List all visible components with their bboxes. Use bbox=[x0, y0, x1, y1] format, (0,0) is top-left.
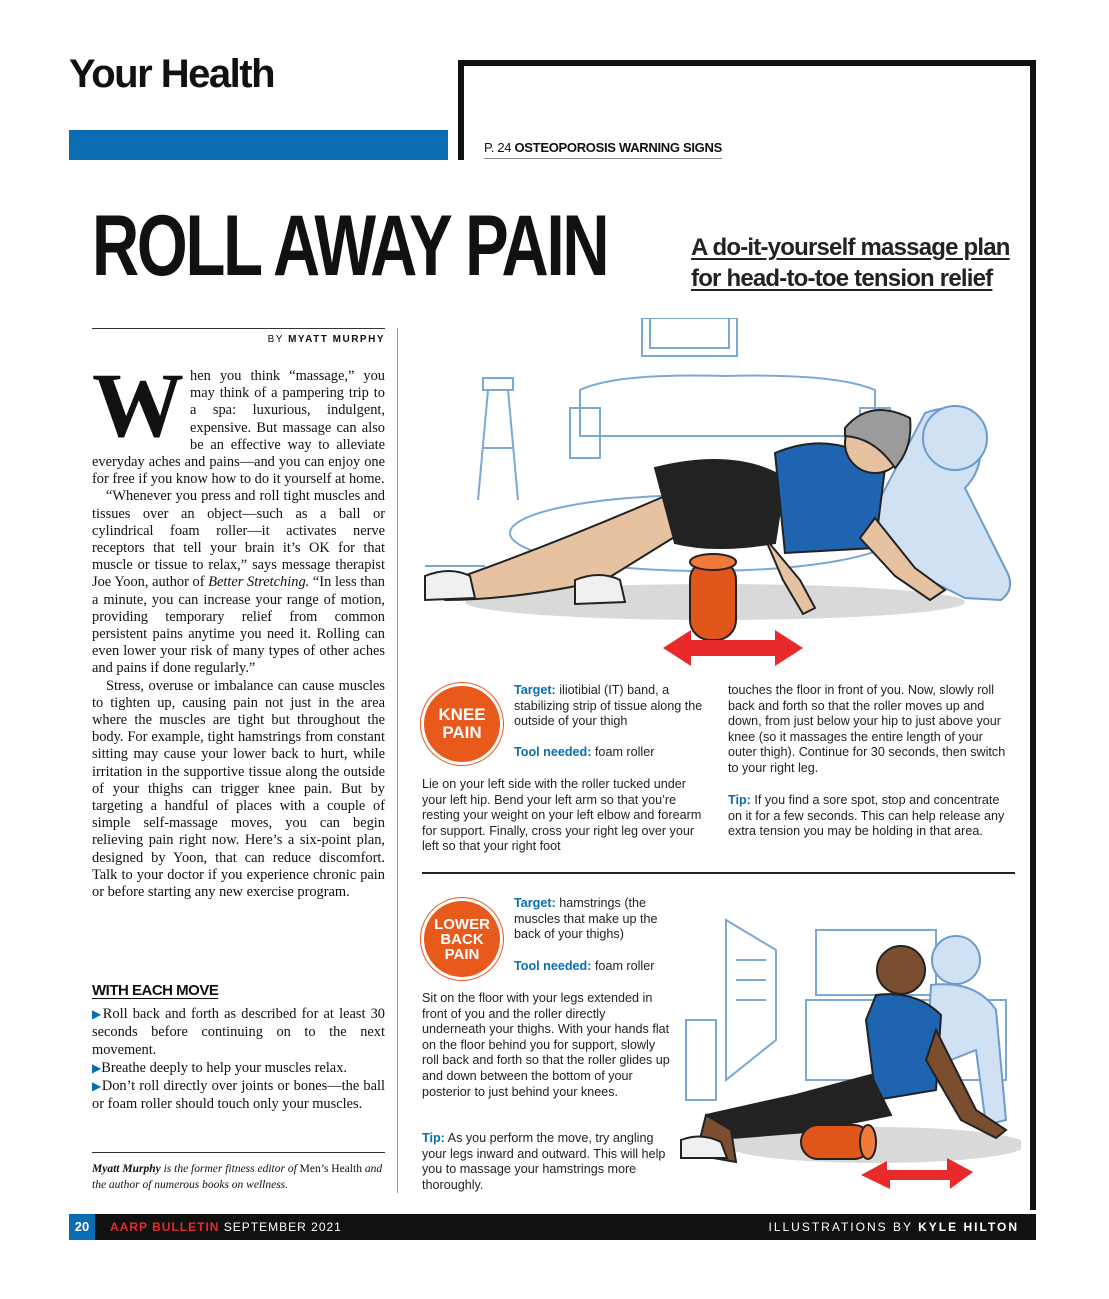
tip-text: If you find a sore spot, stop and concentrate on it for a few seconds. This can help release any extra tension you may be holding in that area. bbox=[728, 793, 1005, 839]
teaser-page: P. 24 bbox=[484, 140, 512, 155]
knee-target bbox=[514, 683, 709, 730]
deck: A do-it-yourself massage plan for head-to-toe tension relief bbox=[691, 234, 1010, 292]
column-rule bbox=[92, 328, 385, 329]
drop-cap: W bbox=[92, 354, 184, 456]
footer-credit bbox=[769, 1214, 1020, 1240]
badge-line: KNEE bbox=[438, 705, 486, 724]
byline bbox=[92, 334, 385, 345]
tip-label: Tip: bbox=[422, 1131, 445, 1145]
foam-roller bbox=[801, 1125, 876, 1159]
byline-name: MYATT MURPHY bbox=[288, 334, 385, 345]
footer-publication bbox=[110, 1214, 342, 1240]
tool-label: Tool needed: bbox=[514, 959, 592, 973]
author-bio bbox=[92, 1161, 385, 1193]
knee-instructions-2: touches the floor in front of you. Now, slowly roll back and forth so that the roller moves up and down, from just below your hip to just above your knee (so it massages the entire length of your outer thigh). Continue for 30 seconds, then switch to your right leg. bbox=[728, 683, 1006, 775]
article-body bbox=[92, 354, 385, 901]
badge-line: PAIN bbox=[442, 723, 482, 742]
back-tool bbox=[514, 959, 694, 975]
tip-label: Tip: bbox=[728, 793, 751, 807]
badge-line: BACK bbox=[440, 930, 484, 948]
list-item bbox=[92, 1077, 385, 1113]
tool-text: foam roller bbox=[594, 959, 655, 973]
headline: ROLL AWAY PAIN bbox=[92, 198, 608, 294]
tip-text: As you perform the move, try angling your legs inward and outward. This will help you to massage your hamstrings more thoroughly. bbox=[422, 1131, 666, 1192]
double-arrow-icon bbox=[663, 630, 803, 666]
lower-back-pain-badge bbox=[424, 901, 500, 977]
paragraph-2a: “Whenever you press and roll tight muscles and tissues over an object—such as a ball or cylindrical foam roller—it activates nerve receptors that tell your brain it’s OK for that muscle or tissue to relax,” says message therapist Joe Yoon, author of bbox=[92, 488, 385, 591]
foam-roller bbox=[690, 554, 736, 640]
footer-date: SEPTEMBER 2021 bbox=[223, 1220, 342, 1234]
book-title: Better Stretching. bbox=[208, 574, 310, 591]
frame-rule-left bbox=[458, 60, 464, 160]
list-item-text: Don’t roll directly over joints or bones—the ball or foam roller should touch only your muscles. bbox=[92, 1078, 385, 1112]
credit-prefix: ILLUSTRATIONS BY bbox=[768, 1220, 913, 1234]
frame-rule-top bbox=[458, 60, 1036, 66]
badge-line: LOWER bbox=[434, 915, 490, 933]
bio-rule bbox=[92, 1152, 385, 1153]
section-color-bar bbox=[69, 130, 448, 160]
back-tip bbox=[422, 1131, 670, 1193]
tool-label: Tool needed: bbox=[514, 745, 592, 759]
tool-text: foam roller bbox=[594, 745, 655, 759]
page-teaser[interactable] bbox=[484, 140, 722, 159]
byline-prefix: BY bbox=[267, 334, 284, 345]
back-instructions: Sit on the floor with your legs extended in front of you and the roller directly underneath your thighs. With your hands flat on the floor behind you for support, slowly roll back and forth so that the roller glides up and down between the bottom of your posterior to just behind your knees. bbox=[422, 991, 670, 1099]
teaser-text: OSTEOPOROSIS WARNING SIGNS bbox=[514, 140, 722, 155]
lower-back-illustration bbox=[676, 900, 1021, 1200]
list-item bbox=[92, 1005, 385, 1059]
frame-rule-right bbox=[1030, 60, 1036, 1210]
bio-text-1: is the former fitness editor of bbox=[163, 1163, 297, 1175]
target-text: iliotibial (IT) band, a stabilizing strip of tissue along the outside of your thigh bbox=[514, 683, 703, 729]
knee-pain-badge bbox=[424, 686, 500, 762]
footer-brand: AARP BULLETIN bbox=[110, 1220, 220, 1234]
paragraph-1 bbox=[92, 354, 385, 488]
section-title: Your Health bbox=[69, 52, 275, 96]
list-item-text: Breathe deeply to help your muscles relax. bbox=[101, 1060, 347, 1076]
list-item bbox=[92, 1059, 385, 1077]
bio-name: Myatt Murphy bbox=[92, 1163, 161, 1175]
paragraph-3: Stress, overuse or imbalance can cause muscles to tighten up, causing pain not just in the area where the muscles are tight but throughout the body. For example, tight hamstrings from constant sitting may cause your lower back to hurt, while irritation in the supportive tissue along the outside of your thighs can trigger knee pain. But by targeting a handful of places with a couple of simple self-massage moves, you can begin relieving pain right now. Here’s a six-point plan, designed by Yoon, that can reduce discomfort. Talk to your doctor if you experience chronic pain or before starting any new exercise program. bbox=[92, 677, 385, 901]
badge-line: PAIN bbox=[444, 945, 480, 963]
target-text: hamstrings (the muscles that make up the back of your thighs) bbox=[514, 896, 658, 942]
target-label: Target: bbox=[514, 683, 556, 697]
triangle-bullet-icon: ▶ bbox=[92, 1007, 103, 1021]
back-target bbox=[514, 896, 674, 943]
each-move-list bbox=[92, 1005, 385, 1113]
paragraph-2b: “In less than a minute, you can increase your range of motion, providing temporary relief from common persistent pains anytime you need it. Rolling can even lower your risk of many types of other aches and pains if done regularly.” bbox=[92, 574, 385, 677]
knee-instructions-1: Lie on your left side with the roller tucked under your left hip. Bend your left arm so that you’re resting your weight on your left elbow and forearm for support. Finally, cross your right leg over your left so that your right foot bbox=[422, 777, 702, 854]
list-item-text: Roll back and forth as described for at least 30 seconds before continuing on to the next movement. bbox=[92, 1006, 385, 1058]
knee-illustration bbox=[405, 318, 1020, 678]
triangle-bullet-icon: ▶ bbox=[92, 1079, 102, 1093]
target-label: Target: bbox=[514, 896, 556, 910]
section-rule bbox=[422, 872, 1015, 874]
paragraph-1-text: hen you think “massage,” you may think of a pampering trip to a spa: luxurious, indulgent, expensive. But massage can also be an effective way to alleviate everyday aches and pains—and you can enjoy one for free if you know how to do it yourself at home. bbox=[92, 368, 385, 488]
each-move-heading: WITH EACH MOVE bbox=[92, 982, 219, 999]
knee-tool bbox=[514, 745, 709, 761]
column-divider bbox=[397, 328, 398, 1193]
bio-magazine: Men’s Health bbox=[299, 1163, 362, 1175]
bio-text-2: and the author of numerous books on wellness. bbox=[92, 1163, 383, 1191]
page-number: 20 bbox=[69, 1214, 95, 1240]
triangle-bullet-icon: ▶ bbox=[92, 1061, 102, 1075]
main-figure bbox=[425, 410, 945, 614]
knee-tip bbox=[728, 793, 1013, 840]
paragraph-2 bbox=[92, 488, 385, 677]
credit-name: KYLE HILTON bbox=[918, 1220, 1019, 1234]
